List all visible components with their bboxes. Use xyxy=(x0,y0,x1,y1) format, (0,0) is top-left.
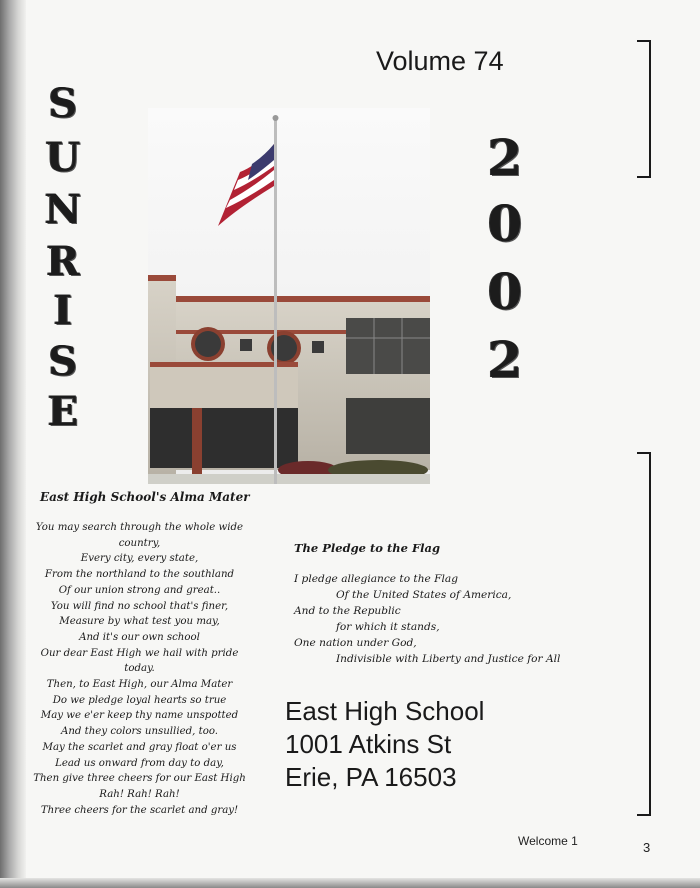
title-letter: S xyxy=(48,338,78,385)
book-spine-shadow xyxy=(0,0,26,888)
pledge-line: I pledge allegiance to the Flag xyxy=(294,573,458,585)
section-number: 1 xyxy=(571,834,578,848)
lyric-line: country, xyxy=(118,537,161,549)
lyric-line: Then, to East High, our Alma Mater xyxy=(46,679,233,691)
lyric-line: You will find no school that's finer, xyxy=(50,600,229,612)
lyric-line: Measure by what test you may, xyxy=(59,616,220,628)
lyric-line: You may search through the whole wide xyxy=(35,522,244,533)
lyric-line: Rah! Rah! Rah! xyxy=(99,788,180,800)
page-number: 3 xyxy=(643,840,651,855)
section-footer xyxy=(518,834,578,848)
pledge-line: One nation under God, xyxy=(294,637,417,649)
title-letter: I xyxy=(53,287,73,334)
pledge-line: for which it stands, xyxy=(336,621,440,633)
section-name: Welcome xyxy=(518,834,568,848)
lyric-line: Three cheers for the scarlet and gray! xyxy=(40,804,239,816)
lyric-line: Lead us onward from day to day, xyxy=(55,757,224,769)
alma-mater-title: East High School's Alma Mater xyxy=(40,490,250,504)
lyric-line: Our dear East High we hail with pride xyxy=(40,647,239,659)
lyric-line: May we e'er keep thy name unspotted xyxy=(40,710,239,722)
lyric-line: Then give three cheers for our East High xyxy=(33,773,246,785)
pledge-title: The Pledge to the Flag xyxy=(294,541,440,555)
pledge-line: Of the United States of America, xyxy=(336,589,512,601)
lyric-line: Of our union strong and great.. xyxy=(58,584,221,596)
page-bottom-edge xyxy=(0,878,700,888)
lyric-line: Do we pledge loyal hearts so true xyxy=(52,694,227,706)
alma-mater-lyrics xyxy=(32,520,247,818)
title-letter: U xyxy=(45,134,81,181)
pledge-line: Indivisible with Liberty and Justice for All xyxy=(336,653,561,665)
lyric-line: Every city, every state, xyxy=(80,553,199,565)
pledge-line: And to the Republic xyxy=(294,605,401,617)
top-bracket xyxy=(637,40,651,178)
street-address: 1001 Atkins St xyxy=(285,729,452,759)
lyric-line: May the scarlet and gray float o'er us xyxy=(42,741,237,753)
title-letter: E xyxy=(47,388,79,435)
lyric-line: today. xyxy=(124,663,155,675)
title-letter: R xyxy=(46,238,80,285)
school-name: East High School xyxy=(285,696,485,726)
title-letter: N xyxy=(44,186,82,233)
lyric-line: From the northland to the southland xyxy=(44,569,235,581)
title-letter: S xyxy=(48,80,78,127)
year-digit: 0 xyxy=(487,262,523,321)
city-state-zip: Erie, PA 16503 xyxy=(285,762,457,792)
school-flagpole-photo xyxy=(148,108,430,484)
bottom-bracket xyxy=(637,452,651,816)
lyric-line: And it's our own school xyxy=(79,631,200,643)
lyric-line: And they colors unsullied, too. xyxy=(60,726,219,738)
year-digit: 2 xyxy=(487,330,523,389)
school-address xyxy=(285,695,484,794)
volume-label: Volume 74 xyxy=(376,46,504,76)
year-digit: 2 xyxy=(487,128,523,187)
year-digit: 0 xyxy=(487,194,523,253)
pledge-text xyxy=(294,571,560,667)
